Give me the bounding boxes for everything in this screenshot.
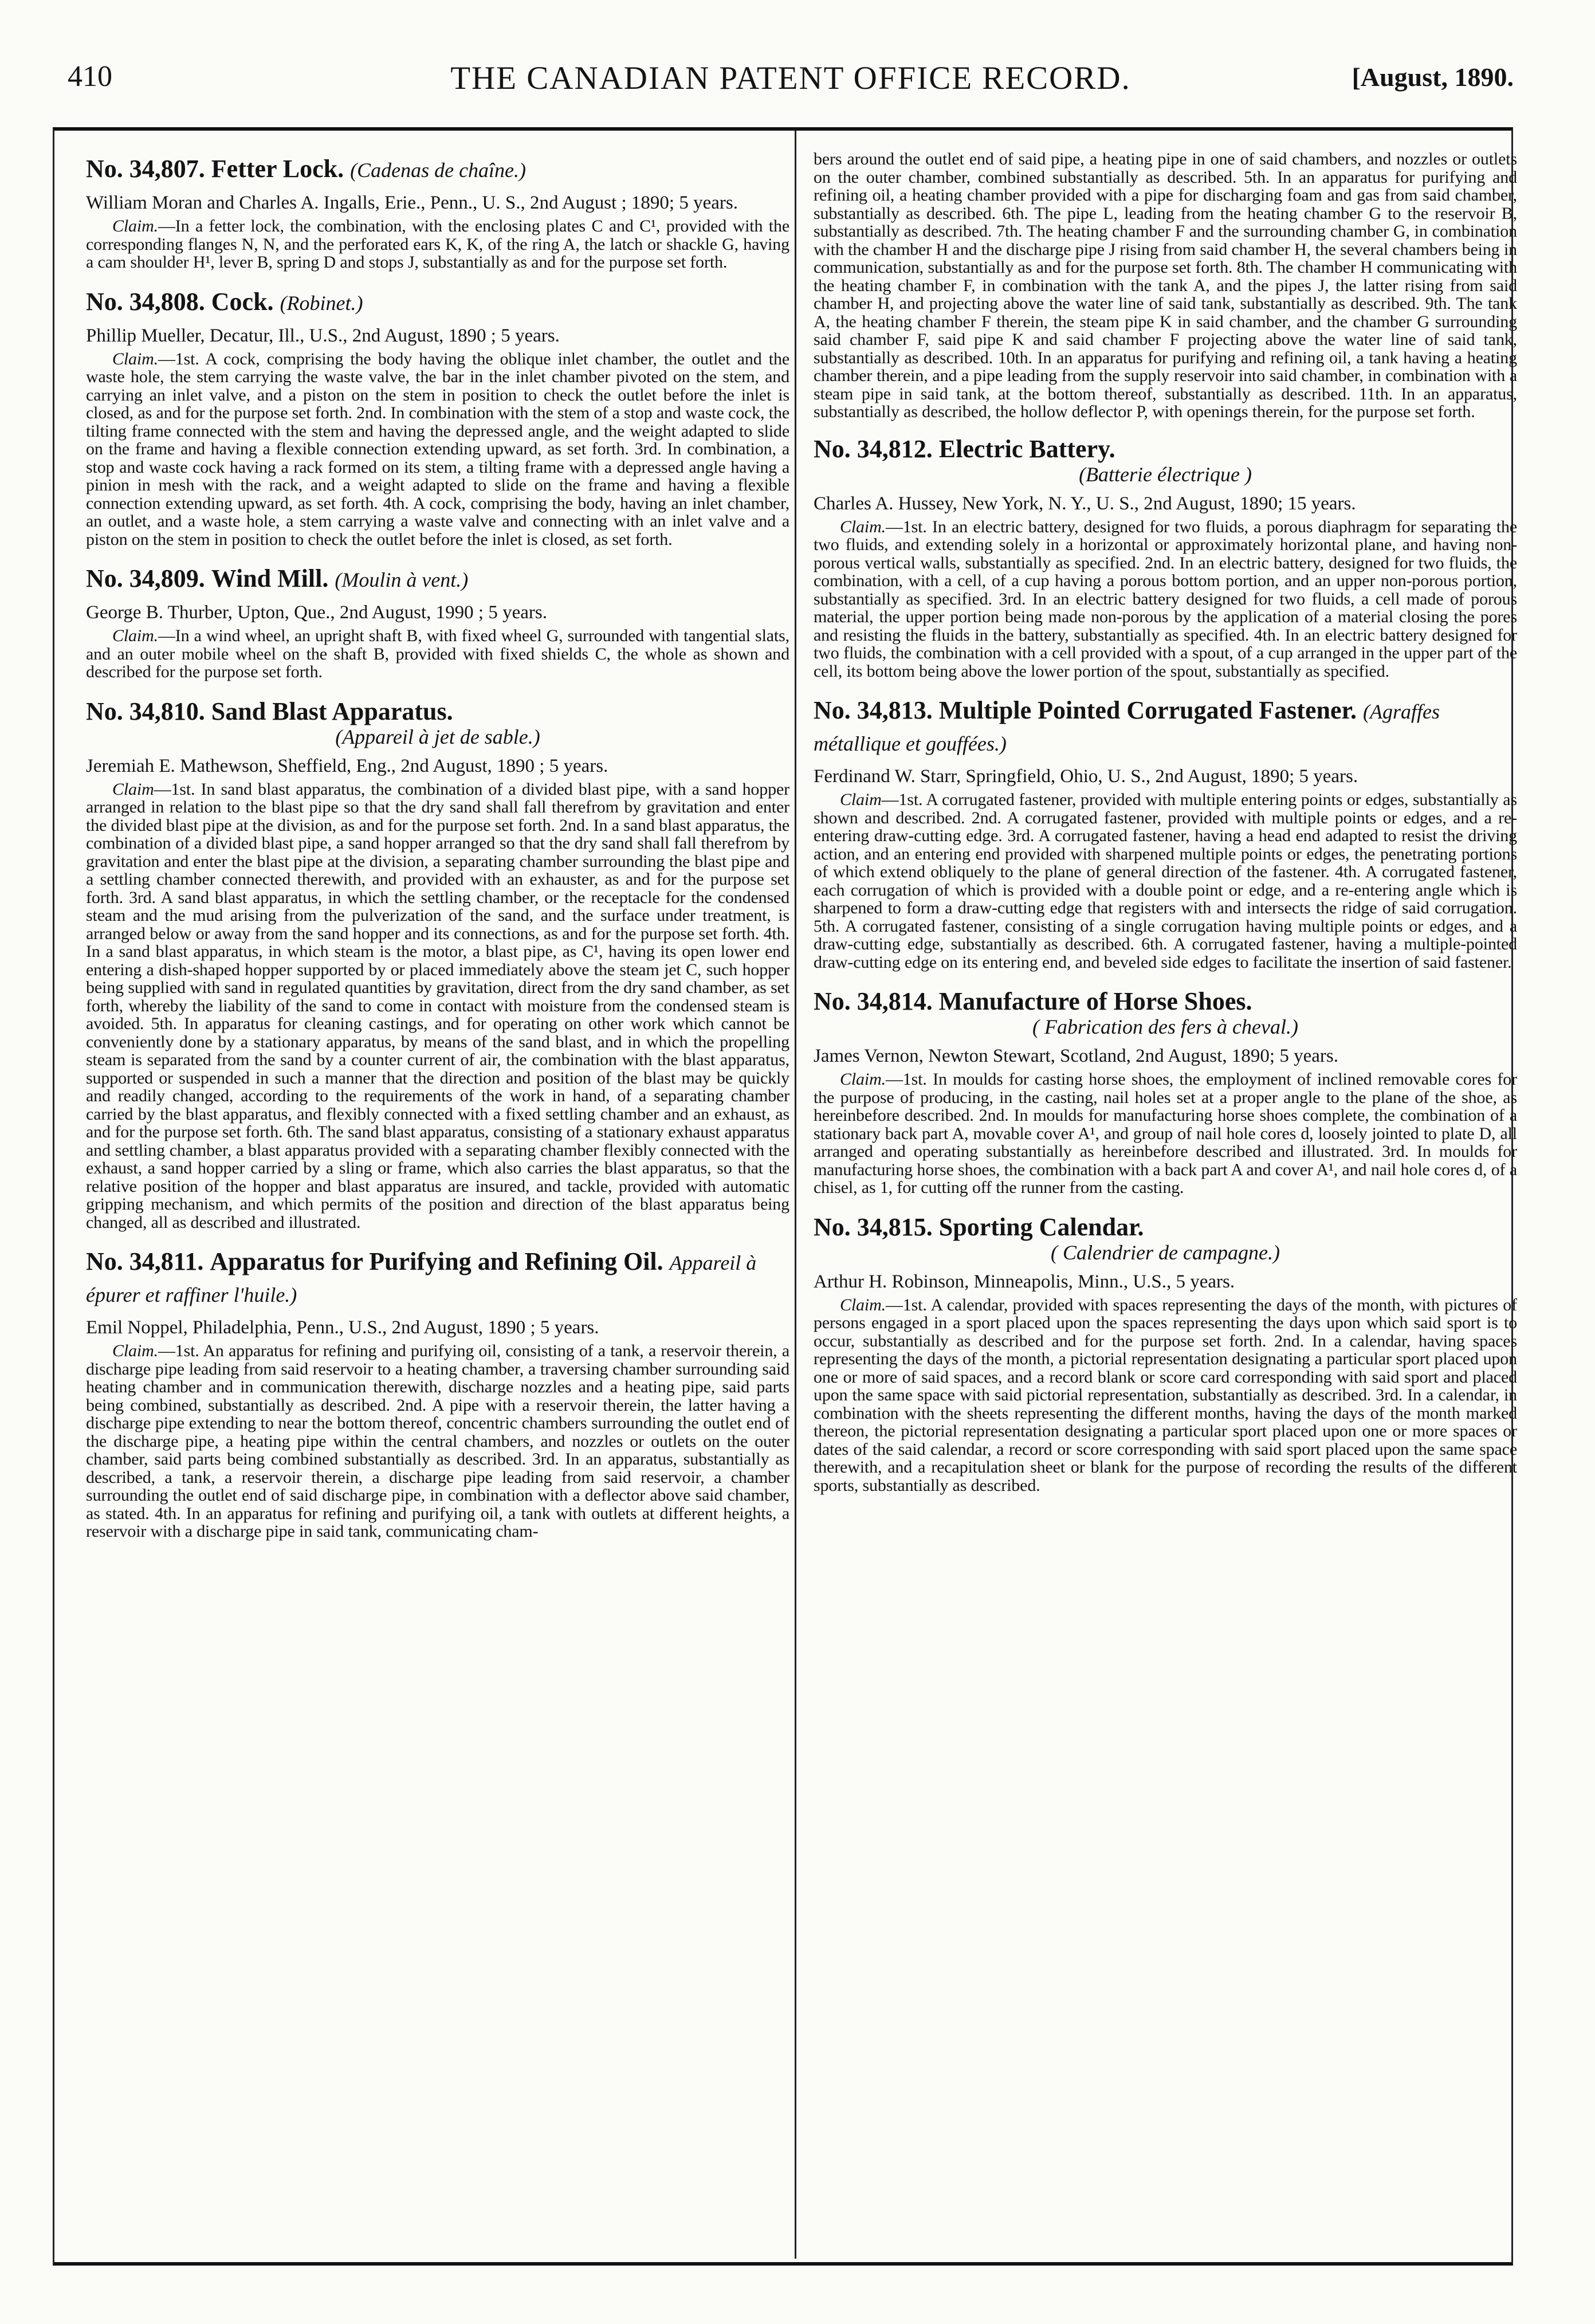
patent-french-name: (Batterie électrique ) bbox=[1079, 462, 1252, 486]
claim-label: Claim bbox=[112, 779, 154, 799]
claim-label: Claim. bbox=[840, 1295, 886, 1314]
patent-entry bbox=[86, 286, 789, 549]
column-divider bbox=[795, 131, 796, 2259]
claim-text: —1st. A calendar, provided with spaces representing the days of the month, with pictures of persons engaged in a sport placed upon the spaces representing the days upon which said sport is to occur, substantially as described and for the purpose set forth. 2nd. In a calendar, having spaces representing the days of the month, a pictorial representation designating a particular sport placed upon one or more of said spaces, and a record blank or score card corresponding with said sport and placed upon the same space with said pictorial representation, substantially as described. 3rd. In a calendar, in combination with the sheets representing the different months, having the days of the month marked thereon, the pictorial representation designating a particular sport placed upon one or more spaces or dates of the said calendar, a record or score corresponding with said sport placed upon the same space therewith, and a recapitulation sheet or blank for the purpose of recording the results of the different sports, substantially as described. bbox=[814, 1295, 1517, 1495]
patent-name: Cock. bbox=[211, 287, 274, 316]
patent-claim bbox=[86, 350, 789, 549]
claim-label: Claim. bbox=[112, 349, 158, 368]
patent-number: No. 34,813. bbox=[814, 696, 933, 724]
patent-inventor: Jeremiah E. Mathewson, Sheffield, Eng., 2nd August, 1890 ; 5 years. bbox=[86, 755, 608, 776]
patent-claim bbox=[814, 1296, 1517, 1495]
journal-title: THE CANADIAN PATENT OFFICE RECORD. bbox=[450, 60, 1131, 96]
patent-inventor: Emil Noppel, Philadelphia, Penn., U.S., 2nd August, 1890 ; 5 years. bbox=[86, 1317, 599, 1338]
page-number: 410 bbox=[68, 60, 112, 93]
patent-name: Sporting Calendar. bbox=[938, 1212, 1144, 1241]
patent-number: No. 34,809. bbox=[86, 564, 205, 592]
patent-number: No. 34,808. bbox=[86, 287, 205, 316]
claim-text: —1st. In moulds for casting horse shoes, the employment of inclined removable cores for the purpose of producing, in the casting, nail holes set at a proper angle to the plane of the shoe, as hereinbefore described. 2nd. In moulds for manufacturing horse shoes complete, the combination of a stationary back part A, movable cover A¹, and group of nail hole cores d, loosely jointed to plate D, all arranged and operating substantially as hereinbefore described and illustrated. 3rd. In moulds for manufacturing horse shoes, the combination with a back part A and cover A¹, and nail hole cores d, of a chisel, as 1, for cutting off the runner from the casting. bbox=[814, 1070, 1517, 1197]
patent-number: No. 34,807. bbox=[86, 155, 205, 183]
patent-number: No. 34,811. bbox=[86, 1247, 204, 1275]
patent-french-name: ( Fabrication des fers à cheval.) bbox=[1032, 1015, 1298, 1038]
patent-french-name: (Robinet.) bbox=[280, 291, 363, 315]
claim-text: —1st. In sand blast apparatus, the combination of a divided blast pipe, with a sand hopper arranged in relation to the blast pipe so that the dry sand shall fall therefrom by gravitation and enter the divided blast pipe at the division, as and for the purpose set forth. 2nd. In a sand blast apparatus, the combination of a divided blast pipe, a sand hopper arranged so that the dry sand shall fall therefrom by gravitation and enter the blast pipe at the division, a separating chamber surrounding the blast pipe and a settling chamber connected therewith, and provided with an exhauster, as and for the purpose set forth. 3rd. A sand blast apparatus, in which the settling chamber, or the receptacle for the condensed steam and the mud arising from the pulverization of the sand, and the surface under treatment, is arranged below or away from the sand hopper and its connections, as and for the purpose set forth. 4th. In a sand blast apparatus, in which steam is the motor, a blast pipe, as C¹, having its open lower end entering a dish-shaped hopper supported by or placed immediately above the steam jet C, such hopper being supplied with sand in regulated quantities by gravitation, direct from the dry sand chamber, as set forth, whereby the liability of the sand to come in contact with moisture from the condensed steam is avoided. 5th. In apparatus for cleaning castings, and for operating on other work which cannot be conveniently done by a stationary apparatus, by means of the sand blast, and in which the propelling steam is separated from the sand by a counter current of air, the combination with the blast apparatus, supported or suspended in such a manner that the direction and position of the blast may be quickly and readily changed, according to the requirements of the work in hand, of a separating chamber carried by the blast apparatus, and flexibly connected with a fixed settling chamber and an exhaust, as and for the purpose set forth. 6th. The sand blast apparatus, consisting of a stationary exhaust apparatus and settling chamber, a blast apparatus provided with a separating chamber flexibly connected with the exhaust, a sand hopper carried by a sling or frame, which also carries the blast apparatus, so that the relative position of the hopper and blast apparatus are insured, and tackle, provided with automatic gripping mechanism, and which permits of the position and direction of the blast apparatus being changed, all as described and illustrated. bbox=[86, 779, 789, 1232]
patent-entry bbox=[814, 695, 1517, 971]
issue-date: [August, 1890. bbox=[1352, 62, 1514, 92]
patent-heading bbox=[814, 1212, 1517, 1265]
patent-heading bbox=[86, 696, 789, 749]
patent-heading bbox=[86, 1246, 789, 1310]
left-column bbox=[86, 150, 789, 2247]
patent-heading bbox=[86, 563, 789, 595]
right-column bbox=[814, 150, 1517, 2247]
patent-number: No. 34,812. bbox=[814, 434, 933, 463]
patent-french-name: (Cadenas de chaîne.) bbox=[350, 159, 527, 182]
patent-inventor: James Vernon, Newton Stewart, Scotland, 2nd August, 1890; 5 years. bbox=[814, 1046, 1338, 1066]
claim-text: —In a wind wheel, an upright shaft B, with fixed wheel G, surrounded with tangential slats, and an outer mobile wheel on the shaft B, provided with fixed shields C, the whole as shown and described for the purpose set forth. bbox=[86, 626, 789, 681]
patent-name: Fetter Lock. bbox=[211, 155, 344, 183]
patent-claim bbox=[814, 518, 1517, 681]
patent-french-name: Appareil à épurer et raffiner l'huile.) bbox=[86, 1251, 757, 1306]
patent-french-name: (Agraffes métallique et gouffées.) bbox=[814, 700, 1440, 755]
patent-heading bbox=[86, 154, 789, 186]
patent-number: No. 34,814. bbox=[814, 987, 933, 1015]
patent-heading bbox=[814, 434, 1517, 486]
patent-number: No. 34,815. bbox=[814, 1212, 933, 1241]
claim-text: —1st. In an electric battery, designed for two fluids, a porous diaphragm for separating the two fluids, and extending solely in a horizontal or approximately horizontal plane, and having non-porous vertical walls, substantially as specified. 2nd. In an electric battery, designed for two fluids, the combination, with a cell, of a cup having a porous bottom portion, and an upper non-porous portion, substantially as specified. 3rd. In an electric battery designed for two fluids, a cell made of porous material, the upper portion being made non-porous by the application of a material closing the pores and resisting the fluids in the battery, substantially as specified. 4th. In an electric battery designed for two fluids, the combination with a cell provided with a spout, of a cup arranged in the upper part of the cell, its bottom being above the lower portion of the spout, substantially as specified. bbox=[814, 517, 1517, 681]
claim-text: —In a fetter lock, the combination, with the enclosing plates C and C¹, provided with the corresponding flanges N, N, and the perforated ears K, K, of the ring A, the latch or shackle G, having a cam shoulder H¹, lever B, spring D and stops J, substantially as and for the purpose set forth. bbox=[86, 217, 789, 272]
page-header bbox=[68, 60, 1514, 105]
patent-entry bbox=[814, 986, 1517, 1197]
patent-claim bbox=[86, 780, 789, 1232]
claim-label: Claim. bbox=[840, 517, 886, 536]
patent-name: Electric Battery. bbox=[938, 434, 1115, 463]
patent-french-name: ( Calendrier de campagne.) bbox=[1051, 1240, 1280, 1264]
patent-inventor: Charles A. Hussey, New York, N. Y., U. S., 2nd August, 1890; 15 years. bbox=[814, 493, 1356, 514]
patent-name: Manufacture of Horse Shoes. bbox=[938, 987, 1252, 1015]
claim-label: Claim bbox=[840, 790, 882, 809]
claim-text: —1st. A corrugated fastener, provided with multiple entering points or edges, substantially as shown and described. 2nd. A corrugated fastener, provided with multiple points or edges, and a re-entering draw-cutting edge. 3rd. A corrugated fastener, having a head end adapted to resist the driving action, and an entering end provided with sharpened multiple points or edges, the penetrating portions of which extend obliquely to the plane of general direction of the fastener. 4th. A corrugated fastener, each corrugation of which is provided with a double point or edge, and a re-entering angle which is sharpened to form a draw-cutting edge that registers with and intersects the ridge of said corrugation. 5th. A corrugated fastener, consisting of a single corrugation having multiple points or edges, and a draw-cutting edge, substantially as described. 6th. A corrugated fastener, having a multiple-pointed draw-cutting edge on its entering end, and beveled side edges to facilitate the insertion of said fastener. bbox=[814, 790, 1517, 972]
patent-name: Apparatus for Purifying and Refining Oil. bbox=[210, 1247, 663, 1275]
patent-number: No. 34,810. bbox=[86, 697, 205, 725]
patent-entry bbox=[86, 1246, 789, 1541]
patent-claim bbox=[814, 791, 1517, 971]
claim-label: Claim. bbox=[840, 1070, 886, 1089]
patent-name: Wind Mill. bbox=[211, 564, 329, 592]
patent-french-name: (Moulin à vent.) bbox=[335, 568, 469, 591]
patent-claim bbox=[86, 627, 789, 681]
patent-claim bbox=[86, 1342, 789, 1541]
patent-heading bbox=[86, 286, 789, 319]
patent-entry bbox=[86, 563, 789, 681]
patent-name: Sand Blast Apparatus. bbox=[211, 697, 453, 725]
patent-inventor: Phillip Mueller, Decatur, Ill., U.S., 2nd August, 1890 ; 5 years. bbox=[86, 325, 560, 346]
patent-heading bbox=[814, 695, 1517, 759]
patent-entry bbox=[814, 1212, 1517, 1495]
claim-label: Claim. bbox=[112, 1341, 158, 1360]
claim-label: Claim. bbox=[112, 626, 158, 645]
patent-inventor: George B. Thurber, Upton, Que., 2nd August, 1990 ; 5 years. bbox=[86, 602, 547, 623]
claim-continuation: bers around the outlet end of said pipe, a heating pipe in one of said chambers, and nozzles or outlets on the outer chamber, combined substantially as described. 5th. In an apparatus for purifying and refining oil, a heating chamber provided with a pipe for discharging foam and gas from said chamber, substantially as described. 6th. The pipe L, leading from the heating chamber G to the reservoir B, substantially as described. 7th. The heating chamber F and the surrounding chamber G, in combination with the chamber H and the discharge pipe J rising from said chamber H, the several chambers being in communication, substantially as and for the purpose set forth. 8th. The chamber H communicating with the heating chamber F, in combination with the tank A, and the pipes J, the latter rising from said chamber H, and projecting above the water line of said tank, substantially as described. 9th. The tank A, the heating chamber F therein, the steam pipe K in said chamber, and the chamber G surrounding said chamber F, said pipe K and said chamber F projecting above the water line of said tank, substantially as described. 10th. In an apparatus for purifying and refining oil, a tank having a heating chamber therein, and a pipe leading from the supply reservoir into said chamber, in combination with a steam pipe in said tank, at the bottom thereof, substantially as described. 11th. In an apparatus, substantially as described, the hollow deflector P, with openings therein, for the purpose set forth. bbox=[814, 150, 1517, 421]
patent-inventor: Ferdinand W. Starr, Springfield, Ohio, U. S., 2nd August, 1890; 5 years. bbox=[814, 766, 1358, 787]
patent-claim bbox=[814, 1070, 1517, 1197]
patent-entry bbox=[86, 696, 789, 1232]
patent-name: Multiple Pointed Corrugated Fastener. bbox=[938, 696, 1357, 724]
patent-french-name: (Appareil à jet de sable.) bbox=[335, 725, 540, 748]
patent-inventor: William Moran and Charles A. Ingalls, Erie., Penn., U. S., 2nd August ; 1890; 5 years. bbox=[86, 193, 738, 213]
claim-label: Claim. bbox=[112, 217, 158, 235]
patent-entry bbox=[86, 154, 789, 272]
patent-inventor: Arthur H. Robinson, Minneapolis, Minn., U.S., 5 years. bbox=[814, 1271, 1235, 1292]
claim-text: —1st. An apparatus for refining and purifying oil, consisting of a tank, a reservoir therein, a discharge pipe leading from said reservoir to a heating chamber, a traversing chamber surrounding said heating chamber and in communication therewith, discharge nozzles and a heating pipe, said parts being combined, substantially as described. 2nd. A pipe with a reservoir therein, the latter having a discharge pipe extending to near the bottom thereof, concentric chambers surrounding the outlet end of the discharge pipe, a heating pipe within the central chambers, and nozzles or outlets on the outer chamber, said parts being combined substantially as described. 3rd. In an apparatus, substantially as described, a tank, a reservoir therein, a discharge pipe leading from said reservoir, a chamber surrounding the outlet end of said discharge pipe, in combination with a deflector above said chamber, as stated. 4th. In an apparatus for refining and purifying oil, a tank with outlets at different heights, a reservoir with a discharge pipe in said tank, communicating cham- bbox=[86, 1341, 789, 1541]
patent-claim bbox=[86, 217, 789, 272]
patent-entry bbox=[814, 434, 1517, 681]
patent-heading bbox=[814, 986, 1517, 1039]
claim-text: —1st. A cock, comprising the body having the oblique inlet chamber, the outlet and the waste hole, the stem carrying the waste valve, the bar in the inlet chamber pivoted on the stem, and carrying an inlet valve, and a piston on the stem in position to check the outlet before the inlet is closed, as and for the purpose set forth. 2nd. In combination with the stem of a stop and waste cock, the tilting frame connected with the stem and having the depressed angle, and the weight adapted to slide on the frame and having a flexible connection extending upward, as set forth. 3rd. In combination, a stop and waste cock having a rack formed on its stem, a tilting frame with a depressed angle having a pinion in mesh with the rack, and a weight adapted to slide on the frame and having a flexible connection extending upward, as set forth. 4th. A cock, comprising the body, having an inlet chamber, an outlet, and a waste hole, a stem carrying a waste valve and connecting with an inlet valve and a piston on the stem in position to check the outlet before the inlet is closed, as set forth. bbox=[86, 349, 789, 549]
